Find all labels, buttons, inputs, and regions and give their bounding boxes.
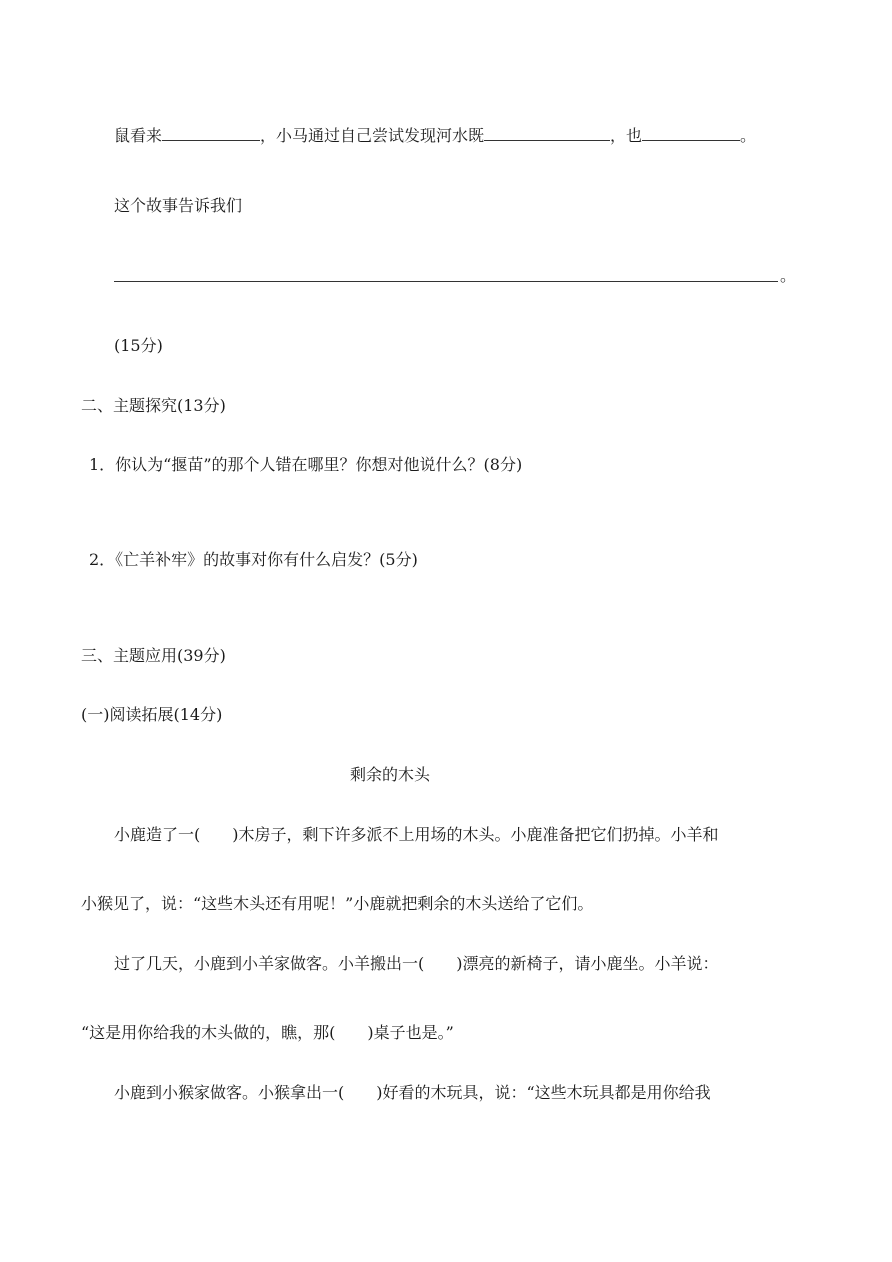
fill-in-text-4: 。: [740, 126, 757, 145]
fill-in-text-3: ，也: [610, 126, 643, 145]
section-3-heading: 三、主题应用(39分): [81, 646, 226, 665]
lesson-answer-blank[interactable]: [114, 281, 778, 282]
story-title: 剩余的木头: [350, 765, 431, 784]
section-3-subheading: (一)阅读拓展(14分): [81, 705, 223, 724]
story-paragraph-1-line-1: 小鹿造了一( )木房子，剩下许多派不上用场的木头。小鹿准备把它们扔掉。小羊和: [114, 825, 719, 844]
answer-blank-3[interactable]: [642, 126, 740, 141]
story-paragraph-2-line-2: “这是用你给我的木头做的，瞧，那( )桌子也是。”: [81, 1023, 454, 1042]
fill-in-text-2: ，小马通过自己尝试发现河水既: [260, 126, 485, 145]
story-paragraph-3-line-1: 小鹿到小猴家做客。小猴拿出一( )好看的木玩具，说：“这些木玩具都是用你给我: [114, 1083, 711, 1102]
question-1: 1．你认为“揠苗”的那个人错在哪里？你想对他说什么？(8分): [89, 455, 523, 474]
question-2: 2．《亡羊补牢》的故事对你有什么启发？(5分): [89, 550, 418, 569]
score-label: (15分): [114, 336, 163, 355]
story-paragraph-2-line-1: 过了几天，小鹿到小羊家做客。小羊搬出一( )漂亮的新椅子，请小鹿坐。小羊说：: [114, 954, 719, 973]
answer-blank-2[interactable]: [484, 126, 610, 141]
section-2-heading: 二、主题探究(13分): [81, 396, 226, 415]
story-paragraph-1-line-2: 小猴见了，说：“这些木头还有用呢！”小鹿就把剩余的木头送给了它们。: [81, 894, 594, 913]
answer-blank-1[interactable]: [162, 126, 260, 141]
fill-in-line: [114, 126, 756, 146]
lesson-prompt: 这个故事告诉我们: [114, 196, 243, 215]
lesson-period: 。: [780, 266, 797, 285]
fill-in-text-1: 鼠看来: [114, 126, 163, 145]
